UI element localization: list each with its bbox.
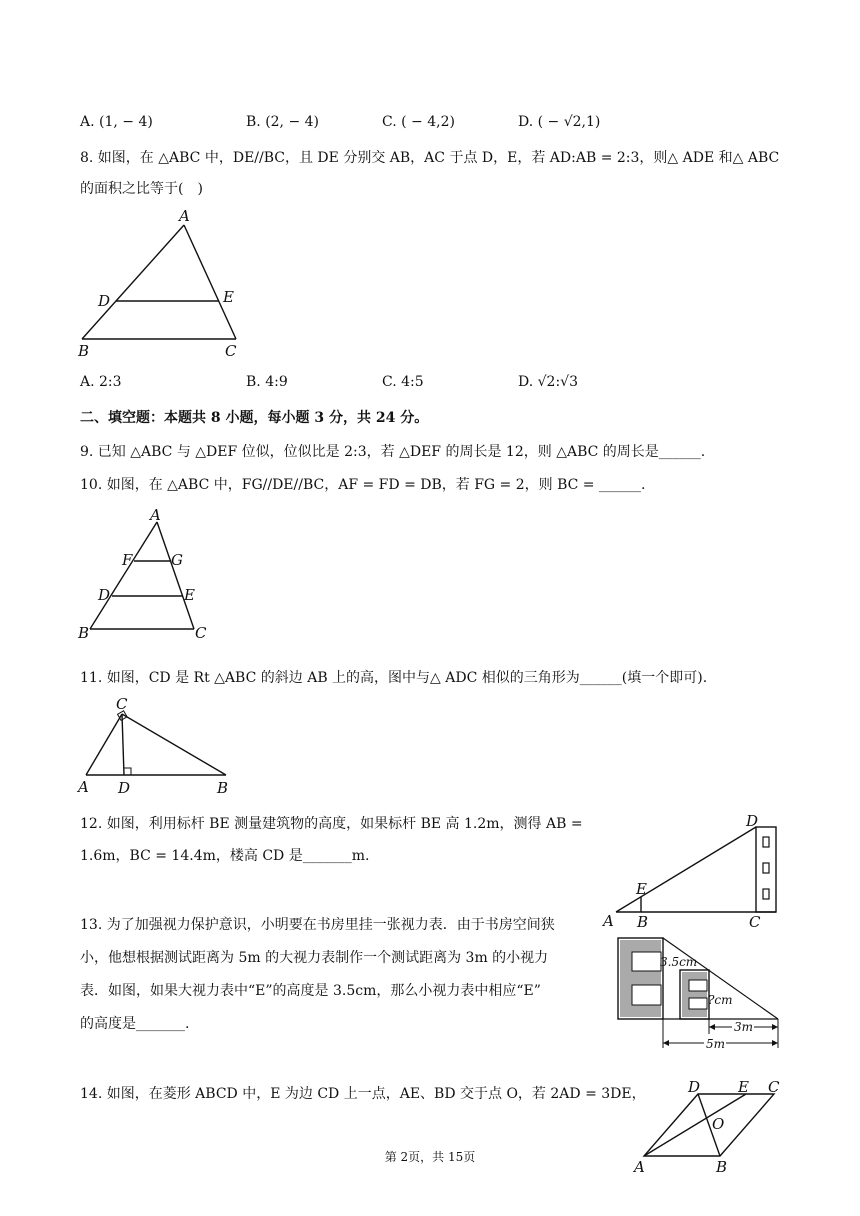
q10-label-e: E: [184, 586, 195, 604]
q13-label-3m: 3m: [734, 1020, 754, 1034]
q8-triangle-figure: [76, 206, 246, 368]
q8-label-e: E: [223, 288, 234, 306]
q10-label-g: G: [171, 551, 183, 569]
q12-text-line1: 12. 如图，利用标杆 BE 测量建筑物的高度，如果标杆 BE 高 1.2m，测得 AB =: [80, 816, 583, 832]
q12-label-a: A: [603, 912, 614, 930]
q12-label-b: B: [637, 913, 649, 931]
q8-label-d: D: [98, 292, 111, 310]
q13-text-line2: 小，他想根据测试距离为 5m 的大视力表制作一个测试距离为 3m 的小视力: [80, 950, 549, 966]
q8-option-d: D. √2:√3: [518, 374, 578, 390]
q11-label-d: D: [118, 779, 131, 797]
q11-label-a: A: [78, 778, 89, 796]
q10-triangle-figure: [76, 506, 216, 648]
q14-label-o: O: [712, 1115, 725, 1133]
q14-label-c: C: [768, 1078, 780, 1096]
q12-label-c: C: [749, 913, 761, 931]
q7-option-c: C. ( − 4,2): [382, 114, 455, 130]
q13-text-line1: 13. 为了加强视力保护意识，小明要在书房里挂一张视力表．由于书房空间狭: [80, 917, 555, 933]
q14-label-a: A: [634, 1158, 645, 1176]
q8-text-line1: 8. 如图，在 △ABC 中，DE//BC，且 DE 分别交 AB，AC 于点 D，E，若 AD:AB = 2:3，则△ ADE 和△ ABC: [80, 150, 780, 166]
q12-building-figure: [600, 812, 790, 938]
q8-label-b: B: [78, 342, 90, 360]
q10-label-d: D: [98, 586, 111, 604]
q12-label-d: D: [746, 812, 759, 830]
q8-text-line2: 的面积之比等于( ): [80, 181, 203, 197]
q14-label-d: D: [688, 1078, 701, 1096]
q7-option-b: B. (2, − 4): [246, 114, 320, 130]
q8-option-a: A. 2:3: [80, 374, 122, 390]
q10-label-c: C: [195, 624, 207, 642]
q11-text: 11. 如图，CD 是 Rt △ABC 的斜边 AB 上的高，图中与△ ADC 相似的三角形为______(填一个即可).: [80, 670, 708, 686]
q10-label-a: A: [150, 506, 161, 524]
q10-label-f: F: [122, 551, 133, 569]
page-footer: 第 2页，共 15页: [384, 1150, 476, 1164]
q7-option-a: A. (1, − 4): [80, 114, 153, 130]
q10-text: 10. 如图，在 △ABC 中，FG//DE//BC，AF = FD = DB，若 FG = 2，则 BC = ______.: [80, 477, 646, 493]
q8-option-c: C. 4:5: [382, 374, 424, 390]
q14-rhombus-figure: [628, 1078, 788, 1182]
q12-label-e: E: [636, 880, 647, 898]
q13-eye-chart-figure: [612, 934, 784, 1058]
q12-text-line2: 1.6m，BC = 14.4m，楼高 CD 是_______m.: [80, 848, 370, 864]
q13-text-line4: 的高度是_______.: [80, 1016, 190, 1032]
q8-label-a: A: [179, 207, 190, 225]
q14-label-e: E: [738, 1078, 749, 1096]
q13-label-small: ?cm: [708, 993, 733, 1007]
q8-option-b: B. 4:9: [246, 374, 288, 390]
q14-text: 14. 如图，在菱形 ABCD 中，E 为边 CD 上一点，AE、BD 交于点 O，若 2AD = 3DE，: [80, 1086, 646, 1102]
q8-label-c: C: [225, 342, 237, 360]
q13-text-line3: 表．如图，如果大视力表中“E”的高度是 3.5cm，那么小视力表中相应“E”: [80, 983, 541, 999]
q9-text: 9. 已知 △ABC 与 △DEF 位似，位似比是 2:3，若 △DEF 的周长是 12，则 △ABC 的周长是______.: [80, 444, 706, 460]
q14-label-b: B: [716, 1158, 728, 1176]
q11-label-b: B: [217, 779, 229, 797]
q11-label-c: C: [116, 695, 128, 713]
q10-label-b: B: [78, 624, 90, 642]
q11-right-triangle-figure: [76, 694, 236, 804]
q13-label-big: 3.5cm: [660, 955, 698, 969]
section-heading: 二、填空题：本题共 8 小题，每小题 3 分，共 24 分。: [80, 410, 429, 426]
q7-option-d: D. ( − √2,1): [518, 114, 601, 130]
q13-label-5m: 5m: [706, 1037, 726, 1051]
